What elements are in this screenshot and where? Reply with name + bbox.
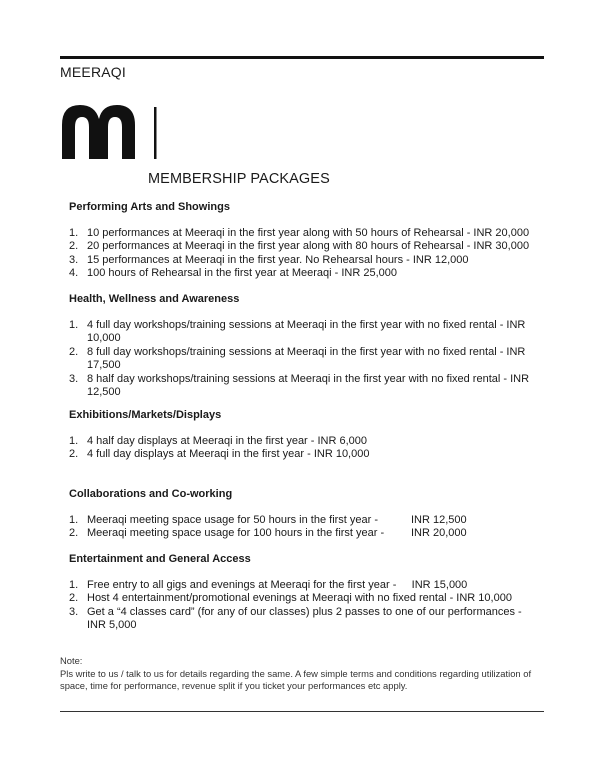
package-list (69, 514, 539, 541)
list-item: 4. 100 hours of Rehearsal in the first year at Meeraqi - INR 25,000 (69, 267, 397, 280)
section-health-wellness (69, 293, 539, 399)
note-label: Note: (60, 655, 83, 666)
list-item: 3. 15 performances at Meeraqi in the first year. No Rehearsal hours - INR 12,000 (69, 253, 469, 266)
price: INR 12,500 (411, 514, 467, 526)
list-item: 1. 4 full day workshops/training sessions at Meeraqi in the first year with no fixed rental - INR 10,000 (69, 319, 526, 345)
top-rule (60, 56, 544, 59)
brand-name: MEERAQI (60, 64, 126, 80)
list-item: 2. Meeraqi meeting space usage for 100 hours in the first year - INR 20,000 (69, 527, 467, 540)
list-item: 3. 8 half day workshops/training sessions at Meeraqi in the first year with no fixed rental - INR 12,500 (69, 372, 530, 399)
section-collaborations (69, 488, 539, 541)
list-item: 2. 4 full day displays at Meeraqi in the first year - INR 10,000 (69, 448, 370, 461)
package-list (69, 227, 539, 281)
page-title: MEMBERSHIP PACKAGES (148, 171, 330, 187)
meeraqi-logo (62, 103, 158, 159)
list-item: 2. 8 full day workshops/training sessions at Meeraqi in the first year with no fixed rental - INR 17,500 (69, 345, 526, 372)
section-performing-arts (69, 201, 539, 281)
list-item: 2. Host 4 entertainment/promotional evenings at Meeraqi with no fixed rental - INR 10,000 (69, 592, 512, 605)
list-item: 1. Free entry to all gigs and evenings at Meeraqi for the first year - INR 15,000 (69, 579, 468, 591)
list-item: 3. Get a “4 classes card” (for any of our classes) plus 2 passes to one of our performances - INR 5,000 (69, 605, 522, 632)
note (60, 655, 550, 693)
section-heading: Entertainment and General Access (69, 553, 251, 565)
package-list (69, 435, 539, 462)
bottom-rule (60, 711, 544, 712)
list-item: 1. 4 half day displays at Meeraqi in the first year - INR 6,000 (69, 435, 368, 447)
list-item: 2. 20 performances at Meeraqi in the first year along with 80 hours of Rehearsal - INR 30,000 (69, 240, 530, 253)
section-heading: Health, Wellness and Awareness (69, 293, 240, 305)
price: INR 20,000 (411, 527, 467, 540)
package-list (69, 579, 539, 633)
section-exhibitions (69, 409, 539, 462)
section-heading: Collaborations and Co-working (69, 488, 233, 500)
section-entertainment (69, 553, 539, 633)
package-list (69, 319, 539, 399)
note-text: Pls write to us / talk to us for details regarding the same. A few simple terms and conditions regarding utilization of space, time for performance, revenue split if you ticket your performances etc apply. (60, 667, 532, 692)
section-heading: Performing Arts and Showings (69, 201, 230, 213)
list-item: 1. Meeraqi meeting space usage for 50 hours in the first year - INR 12,500 (69, 514, 467, 526)
section-heading: Exhibitions/Markets/Displays (69, 409, 222, 421)
list-item: 1. 10 performances at Meeraqi in the first year along with 50 hours of Rehearsal - INR 20,000 (69, 227, 530, 239)
